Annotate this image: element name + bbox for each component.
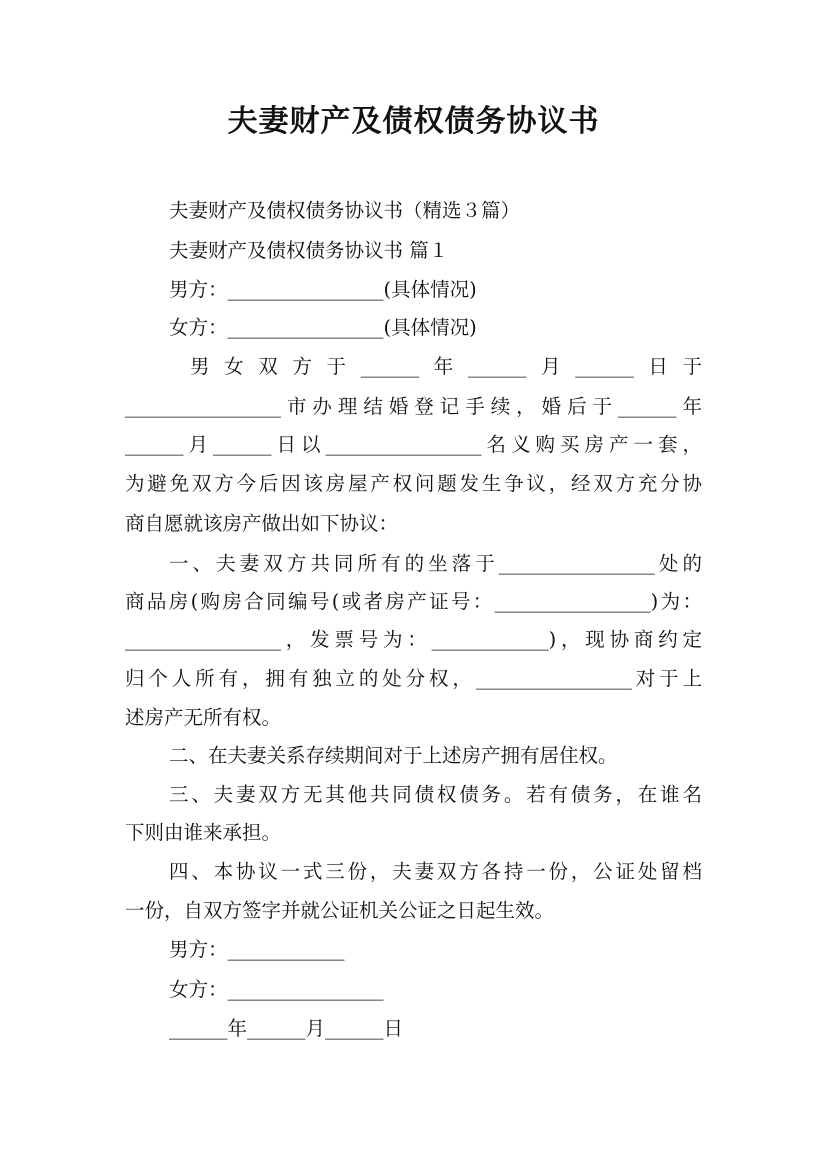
doc-line: 一份，自双方签字并就公证机关公证之日起生效。 bbox=[125, 899, 555, 922]
doc-line: 为避免双方今后因该房屋产权问题发生争议，经双方充分协 bbox=[125, 472, 702, 495]
doc-line: 二、在夫妻关系存续期间对于上述房产拥有居住权。 bbox=[169, 744, 618, 767]
doc-line: 女方：________________(具体情况) bbox=[169, 316, 477, 339]
signature-female: 女方：________________ bbox=[169, 978, 384, 1001]
doc-line: 男女双方于______年______月______日于 bbox=[190, 355, 702, 378]
doc-line: ______月______日以________________名义购买房产一套， bbox=[125, 433, 702, 456]
doc-line: 男方：________________(具体情况) bbox=[169, 278, 477, 301]
doc-line: ________________市办理结婚登记手续，婚后于______年 bbox=[125, 395, 702, 418]
doc-line: 归个人所有，拥有独立的处分权，________________对于上 bbox=[125, 667, 702, 690]
doc-line: 商品房(购房合同编号(或者房产证号：________________)为： bbox=[125, 590, 702, 613]
doc-line: ________________，发票号为：____________)，现协商约定 bbox=[125, 628, 702, 651]
signature-male: 男方：____________ bbox=[169, 938, 345, 961]
doc-line: 四、本协议一式三份，夫妻双方各持一份，公证处留档 bbox=[169, 860, 702, 883]
doc-line: 三、夫妻双方无其他共同债权债务。若有债务，在谁名 bbox=[169, 783, 702, 806]
doc-line: 述房产无所有权。 bbox=[125, 706, 282, 729]
doc-line: 下则由谁来承担。 bbox=[125, 821, 282, 844]
doc-line: 一、夫妻双方共同所有的坐落于________________处的 bbox=[169, 552, 702, 575]
signature-date: ______年______月______日 bbox=[169, 1017, 404, 1040]
doc-line: 夫妻财产及债权债务协议书（精选３篇） bbox=[169, 199, 521, 222]
document-title: 夫妻财产及债权债务协议书 bbox=[227, 104, 600, 139]
doc-line: 商自愿就该房产做出如下协议： bbox=[125, 512, 399, 535]
doc-line: 夫妻财产及债权债务协议书 篇１ bbox=[169, 239, 449, 262]
